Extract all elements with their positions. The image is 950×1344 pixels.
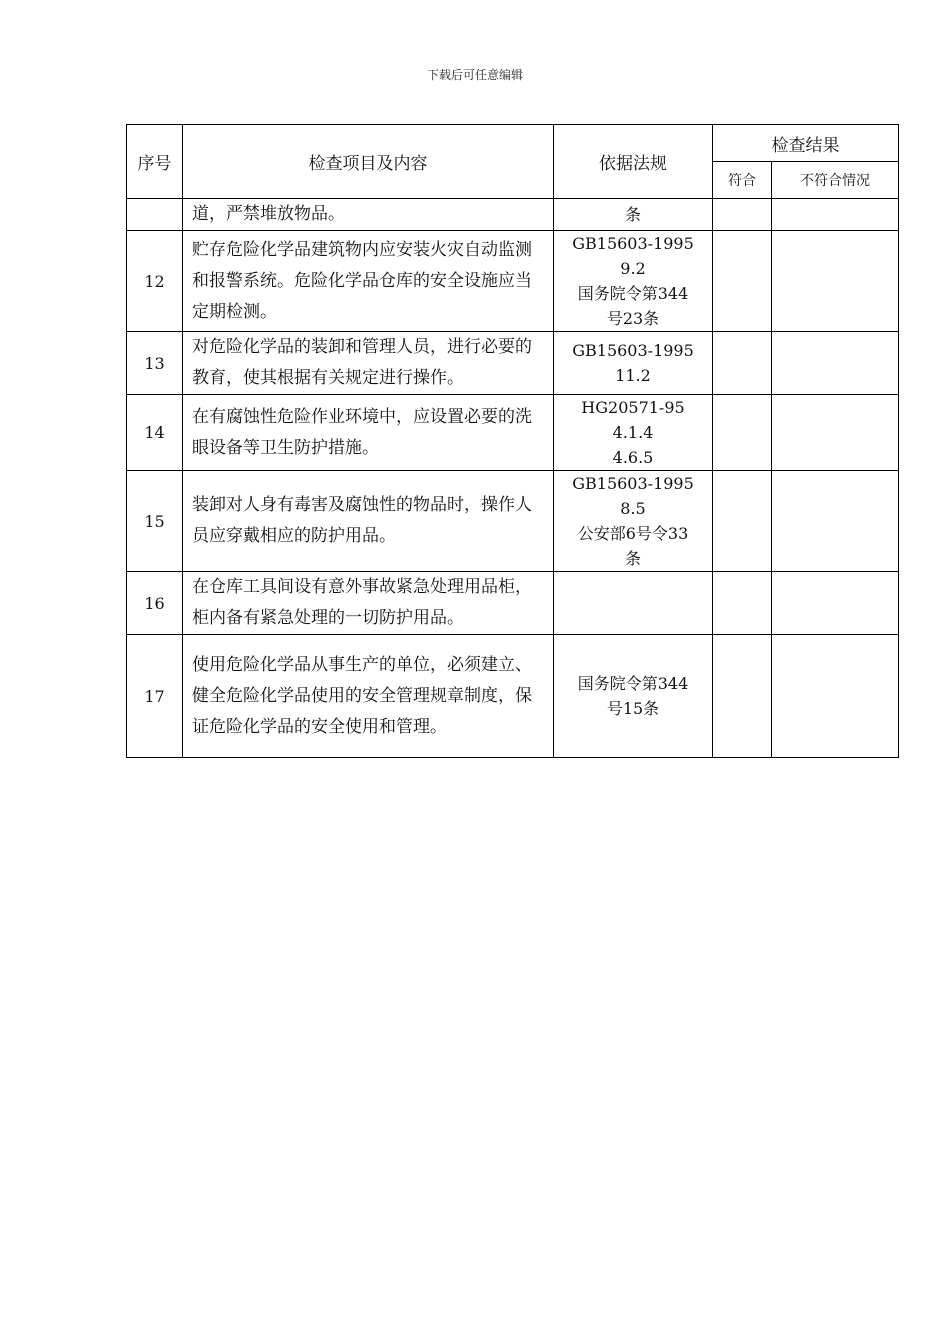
- law-line: 4.6.5: [612, 448, 654, 467]
- row-comply-cell: [713, 332, 772, 395]
- row-comply-cell: [713, 395, 772, 471]
- header-noncomply: 不符合情况: [772, 162, 899, 199]
- row-number: [127, 199, 183, 231]
- page-header-note: 下载后可任意编辑: [426, 68, 523, 82]
- row-law: [554, 395, 713, 471]
- row-comply-cell: [713, 471, 772, 572]
- law-line: 国务院令第344: [577, 284, 689, 303]
- law-line: 公安部6号令33: [577, 524, 689, 543]
- row-number: 15: [127, 471, 183, 572]
- row-comply-cell: [713, 572, 772, 635]
- row-item: 在仓库工具间设有意外事故紧急处理用品柜，柜内备有紧急处理的一切防护用品。: [183, 572, 554, 635]
- row-noncomply-cell: [772, 635, 899, 758]
- law-line: GB15603-1995: [572, 474, 694, 493]
- row-noncomply-cell: [772, 231, 899, 332]
- law-line: 11.2: [615, 366, 651, 385]
- row-law: [554, 199, 713, 231]
- law-line: 条: [624, 549, 641, 568]
- table-row: [127, 231, 899, 332]
- law-line: GB15603-1995: [572, 234, 694, 253]
- row-item: 装卸对人身有毒害及腐蚀性的物品时，操作人员应穿戴相应的防护用品。: [183, 471, 554, 572]
- row-number: 13: [127, 332, 183, 395]
- law-line: GB15603-1995: [572, 341, 694, 360]
- law-line: 条: [624, 205, 641, 224]
- row-number: 12: [127, 231, 183, 332]
- row-item: 使用危险化学品从事生产的单位，必须建立、健全危险化学品使用的安全管理规章制度，保证危险化学品的安全使用和管理。: [183, 635, 554, 758]
- header-law: 依据法规: [554, 125, 713, 199]
- row-noncomply-cell: [772, 332, 899, 395]
- law-line: HG20571-95: [581, 398, 685, 417]
- row-noncomply-cell: [772, 395, 899, 471]
- table-row: [127, 395, 899, 471]
- law-line: 号23条: [606, 309, 660, 328]
- row-number: 14: [127, 395, 183, 471]
- law-line: 8.5: [620, 499, 646, 518]
- row-item: 在有腐蚀性危险作业环境中，应设置必要的洗眼设备等卫生防护措施。: [183, 395, 554, 471]
- row-law: [554, 572, 713, 635]
- header-item: 检查项目及内容: [183, 125, 554, 199]
- row-comply-cell: [713, 635, 772, 758]
- table-row: [127, 635, 899, 758]
- table-row: [127, 471, 899, 572]
- law-line: 9.2: [620, 259, 646, 278]
- table-row: [127, 199, 899, 231]
- row-number: 16: [127, 572, 183, 635]
- row-number: 17: [127, 635, 183, 758]
- law-line: 号15条: [606, 699, 660, 718]
- header-result: 检查结果: [713, 125, 899, 162]
- row-noncomply-cell: [772, 199, 899, 231]
- inspection-table: [126, 124, 899, 758]
- row-noncomply-cell: [772, 572, 899, 635]
- header-comply: 符合: [713, 162, 772, 199]
- header-no: 序号: [127, 125, 183, 199]
- row-comply-cell: [713, 231, 772, 332]
- row-law: [554, 332, 713, 395]
- row-law: [554, 471, 713, 572]
- law-line: 国务院令第344: [577, 674, 689, 693]
- row-law: [554, 231, 713, 332]
- table-row: [127, 572, 899, 635]
- row-item: 对危险化学品的装卸和管理人员，进行必要的教育，使其根据有关规定进行操作。: [183, 332, 554, 395]
- row-law: [554, 635, 713, 758]
- row-noncomply-cell: [772, 471, 899, 572]
- row-item: 道，严禁堆放物品。: [183, 199, 554, 231]
- row-item: 贮存危险化学品建筑物内应安装火灾自动监测和报警系统。危险化学品仓库的安全设施应当定期检测。: [183, 231, 554, 332]
- table-row: [127, 332, 899, 395]
- law-line: 4.1.4: [612, 423, 654, 442]
- row-comply-cell: [713, 199, 772, 231]
